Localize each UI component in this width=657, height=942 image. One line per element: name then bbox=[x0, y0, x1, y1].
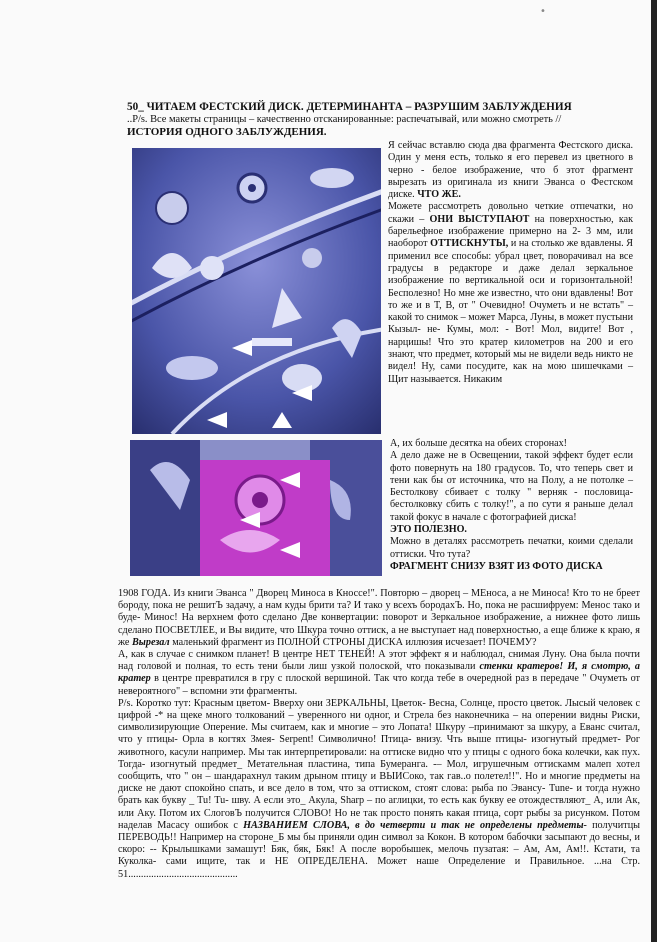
useful-heading: ЭТО ПОЛЕЗНО. bbox=[390, 524, 467, 536]
paragraph-four: А дело даже не в Освещении, такой эффект будет если фото повернуть на 180 градусов. То, что теперь свет и тени как бы от источника, что на Полу, а не потолке – Бестолкову сбивает с толку " верняк - пословица- бестолковку сбить с толку!", а по сути я раньше делал такой фокус в начале с фотографией диска! bbox=[390, 450, 633, 523]
paragraph-two: Можете рассмотреть довольно четкие отпечатки, но скажи – bbox=[388, 201, 633, 225]
intro-bold: ЧТО ЖЕ. bbox=[417, 189, 461, 201]
disk-fragment-bottom-image bbox=[130, 440, 382, 576]
bottom-text-5: P/s. Коротко тут: Красным цветом- Вверху они ЗЕРКАЛЬНЫ, Цветок- Весна, Солнце, просто цветок. Лысый человек с цифрой -* на щеке много толкований – уверенного ни одног, и Стрела без наконечника – на оперении видны Риски, символизирующие Оперение. Мы считаем, как и многие – это Лопата! Шкуру –принимают за шкуру, а Еванс считал, что у птицы- Орла в когтях Змея- Serpent! Символично! Птица- внизу. Чть выше птицы- изогнутый предмет- Рог животного, касули например. Мы так интерпретировали: на оттиске видно что у птицы с одного бока колечки, как пух. Тогда- изогнутый предмет_ Метательная пластина, типа Бумеранга. -– Мол, игрушечным оттискамм малеп хотел сообщить, что " он – шандарахнул таким дрыном птицу и ВЫИСоко, так гав..о полетел!!". Но и многие предметы на диске не дают спокойно спать, и все дело в том, что за оттиском, стоят слова: рыба по Эвансу- Tune- и тогда нужно брать как букву _ Tu! Tu- шву. А если это_ Акула, Sharp – по аглицки, то есть как букву ее отождествляют_ А, или Ак, или Аку. Потом их СлоговЪ получится СЛОВО! Но не так просто понять какая птица, сорт рыбы за рисунком. Потом наделав Масасу ошибок с bbox=[118, 697, 640, 831]
intro-paragraph: Я сейчас вставлю сюда два фрагмента Фестского диска. Один у меня есть, только я его перевел из цветного в черно - белое изображение, что б этот фрагмент вырезать из оригинала из книги Эванса о Фестском диске. bbox=[388, 140, 633, 201]
right-column-text-2 bbox=[390, 438, 633, 573]
section-heading: ИСТОРИЯ ОДНОГО ЗАБЛУЖДЕНИЯ. bbox=[127, 126, 327, 138]
bottom-text bbox=[118, 588, 640, 881]
paragraph-two-b: на поверхностью, как барельефное изображение примерно на 2- 3 мм, или наоборот bbox=[388, 213, 633, 250]
disk-fragment-photo-top bbox=[132, 148, 381, 434]
bottom-text-2: маленький фрагмент из ПОЛНОЙ СТРОНЫ ДИСКА иллюзия исчезает! ПОЧЕМУ? bbox=[172, 636, 537, 648]
page-title: 50_ ЧИТАЕМ ФЕСТСКИЙ ДИСК. ДЕТЕРМИНАНТА – РАЗРУШИМ ЗАБЛУЖДЕНИЯ bbox=[127, 101, 572, 113]
bottom-text-5-italic: НАЗВАНИЕМ СЛОВА, в до четверти и так не определены предметы- bbox=[243, 819, 587, 831]
bottom-text-1-italic: Вырезал bbox=[131, 636, 170, 648]
disk-fragment-photo-bottom bbox=[130, 440, 382, 576]
corner-mark: • bbox=[540, 6, 546, 17]
paragraph-two-bold: ОНИ ВЫСТУПАЮТ bbox=[429, 213, 530, 225]
right-column-text bbox=[388, 140, 633, 386]
disk-fragment-top-image bbox=[132, 148, 381, 434]
paragraph-two-c: и на столько же вдавлены. Я применил все способы: убрал цвет, поворачивал на все градусы в редакторе и даже делал зеркальное изображение по вертикальной оси и горизонтальной! Бесполезно! Но мне же известно, что они вдавлены! Вот то же и в Т, В, от " Очевидно! Очуметь и не встать" – какой то снимок – может Марса, Луны, в может пустыни Кызыл- не- Кумы, мол: - Вот! Мол, видите! Вот , нарцишы! Что это кратер километров на 200 и его знают, что предмет, который мы не видели ведь никто не видел! Ну, сами посудите, как на мою шишечками – Щит называется. Никаким bbox=[388, 238, 633, 385]
bottom-text-1: 1908 ГОДА. Из книги Эванса " Дворец Миноса в Кноссе!". Повторю – дворец – МЕноса, а не Миноса! Кто то не бреет бороду, пока не решитЪ задачу, а нам куды брити та? И тако у всехъ бородахЪ. Но, пока не расшифруем: Менос тако и буде- Минос! На верхнем фото сделано Две конвертации: поворот и Зеркальное изображение, а нижнее фото лишь сделано ПОСВЕТЛЕЕ, и Вы видите, что Шкура точно оттиск, а не выступает над поверхностью, а еще ближе к краю, я же bbox=[118, 588, 640, 648]
bottom-text-4: в центре превратился в гру с плоской вершиной. Так что когда тебе в очередной раз в передаче " Очуметь от невероятного" – вспомни эти фрагменты. bbox=[118, 673, 641, 697]
paragraph-three: А, их больше десятка на обеих сторонах! bbox=[390, 438, 568, 449]
bottom-text-3-italic: стенки кратеров! И, я смотрю, а кратер bbox=[118, 661, 641, 685]
page-subtitle: ..P/s. Все макеты страницы – качественно отсканированные: распечатывай, или можно смотреть // bbox=[127, 114, 562, 125]
fragment-heading: ФРАГМЕНТ СНИЗУ ВЗЯТ ИЗ ФОТО ДИСКА bbox=[390, 560, 603, 572]
bottom-text-6: получитцы ПЕРЕВОДЬ!! Например на стороне_Б мы бы приняли один символ за Кокон. В котором бабочки засыпают до весны, и скоро: -- Крылышками замашут! Бяк, бяк, Бяк! А после воробышек, мелочь пузатая: – Ам, Ам, Ам!!. Кстати, та Куколка- сами ищите, так и НЕ ОПРЕДЕЛЕНА. Может наше Определение и Правильное. ...на Стр. 51........................................... bbox=[118, 819, 641, 880]
scan-border bbox=[651, 0, 657, 942]
bottom-text-3: А, как в случае с снимком планет! В центре НЕТ ТЕНЕЙ! А этот эффект я и наблюдал, снимая Луну. Она была почти над головой и полная, то есть тени были лиш узкой полоской, что показывали bbox=[118, 649, 640, 673]
paragraph-five: Можно в деталях рассмотреть печатки, коими сделали оттиски. Что тута? bbox=[390, 536, 633, 560]
paragraph-two-bold2: ОТТИСКНУТЫ, bbox=[430, 238, 509, 250]
